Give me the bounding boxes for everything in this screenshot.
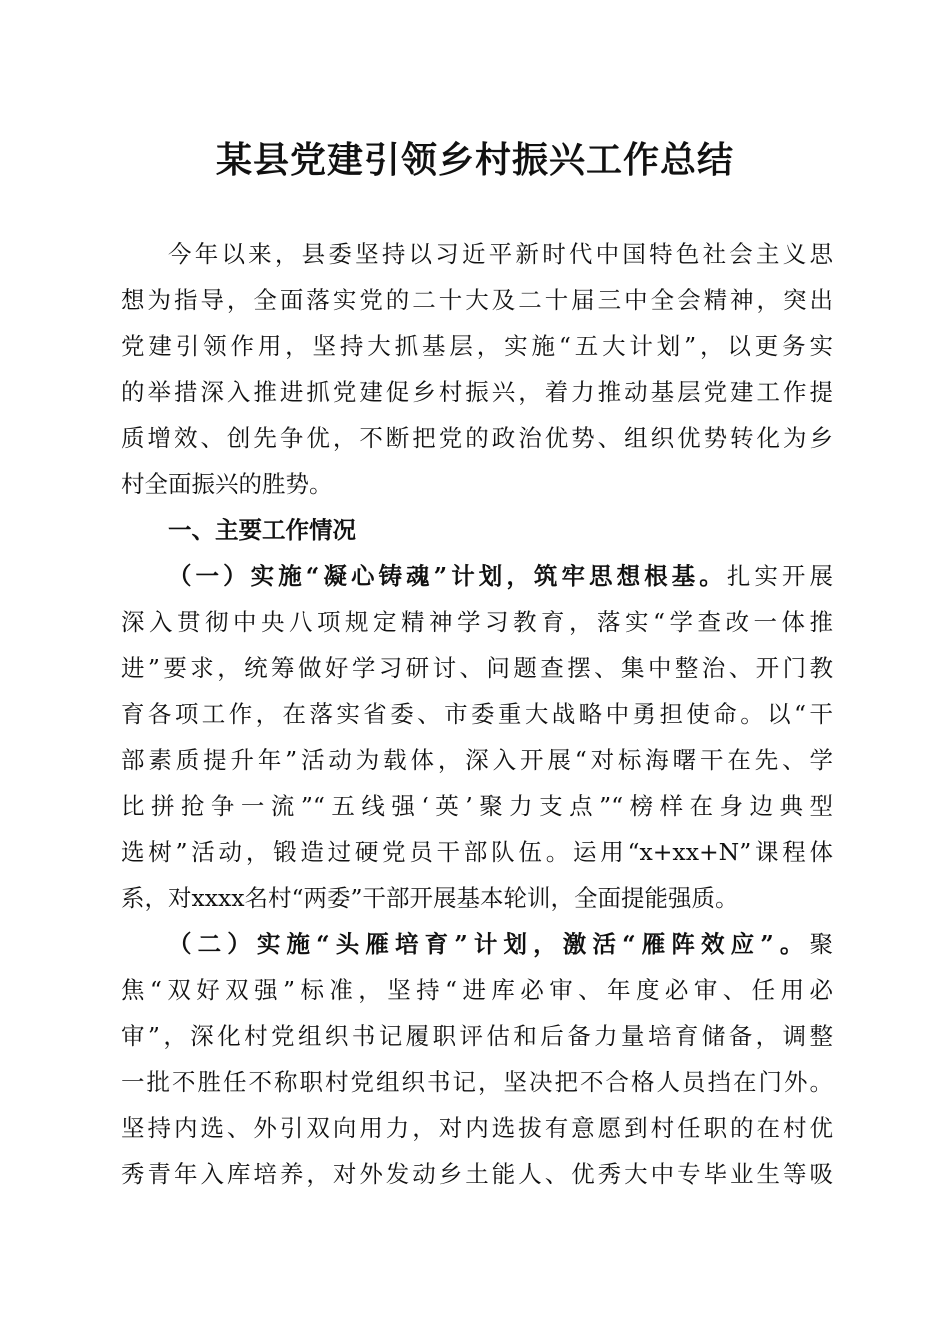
paragraph-line: 育各项工作，在落实省委、市委重大战略中勇担使命。以“干	[121, 700, 833, 728]
paragraph-line: 秀青年入库培养，对外发动乡土能人、优秀大中专毕业生等吸	[121, 1160, 833, 1188]
paragraph-line: 坚持内选、外引双向用力，对内选拔有意愿到村任职的在村优	[121, 1114, 833, 1142]
paragraph-line: 系，对xxxx名村“两委”干部开展基本轮训，全面提能强质。	[121, 884, 739, 912]
subsection-first-line	[121, 921, 833, 967]
document-body	[121, 231, 833, 1197]
paragraph-line: 进”要求，统筹做好学习研讨、问题查摆、集中整治、开门教	[121, 654, 833, 682]
subsection-lead: （二）实施“头雁培育”计划，激活“雁阵效应”。	[168, 930, 810, 958]
paragraph-line: 党建引领作用，坚持大抓基层，实施“五大计划”，以更务实	[121, 332, 833, 360]
paragraph-line: 深入贯彻中央八项规定精神学习教育，落实“学查改一体推	[121, 608, 833, 636]
section-heading: 一、主要工作情况	[168, 516, 356, 544]
paragraph-line: 的举措深入推进抓党建促乡村振兴，着力推动基层党建工作提	[121, 378, 833, 406]
paragraph-line: 村全面振兴的胜势。	[121, 470, 333, 498]
paragraph-line: 想为指导，全面落实党的二十大及二十届三中全会精神，突出	[121, 286, 833, 314]
subsection-lead: （一）实施“凝心铸魂”计划，筑牢思想根基。	[168, 562, 727, 590]
paragraph-line: 今年以来，县委坚持以习近平新时代中国特色社会主义思	[168, 240, 833, 268]
subsection-1	[121, 553, 833, 921]
paragraph-line: 焦“双好双强”标准，坚持“进库必审、年度必审、任用必	[121, 976, 833, 1004]
subsection-2	[121, 921, 833, 1197]
document-title: 某县党建引领乡村振兴工作总结	[215, 139, 734, 181]
subsection-first-line	[121, 553, 833, 599]
paragraph-line: 一批不胜任不称职村党组织书记，坚决把不合格人员挡在门外。	[121, 1068, 833, 1096]
intro-paragraph	[121, 231, 833, 507]
paragraph-line: 质增效、创先争优，不断把党的政治优势、组织优势转化为乡	[121, 424, 833, 452]
paragraph-line: 部素质提升年”活动为载体，深入开展“对标海曙干在先、学	[121, 746, 833, 774]
paragraph-line: 比拼抢争一流”“五线强‘英’聚力支点”“榜样在身边典型	[121, 792, 833, 820]
paragraph-line: 选树”活动，锻造过硬党员干部队伍。运用“x+xx+N”课程体	[121, 838, 833, 866]
subsection-text: 聚	[809, 930, 833, 958]
paragraph-line: 审”，深化村党组织书记履职评估和后备力量培育储备，调整	[121, 1022, 833, 1050]
subsection-text: 扎实开展	[726, 562, 833, 590]
